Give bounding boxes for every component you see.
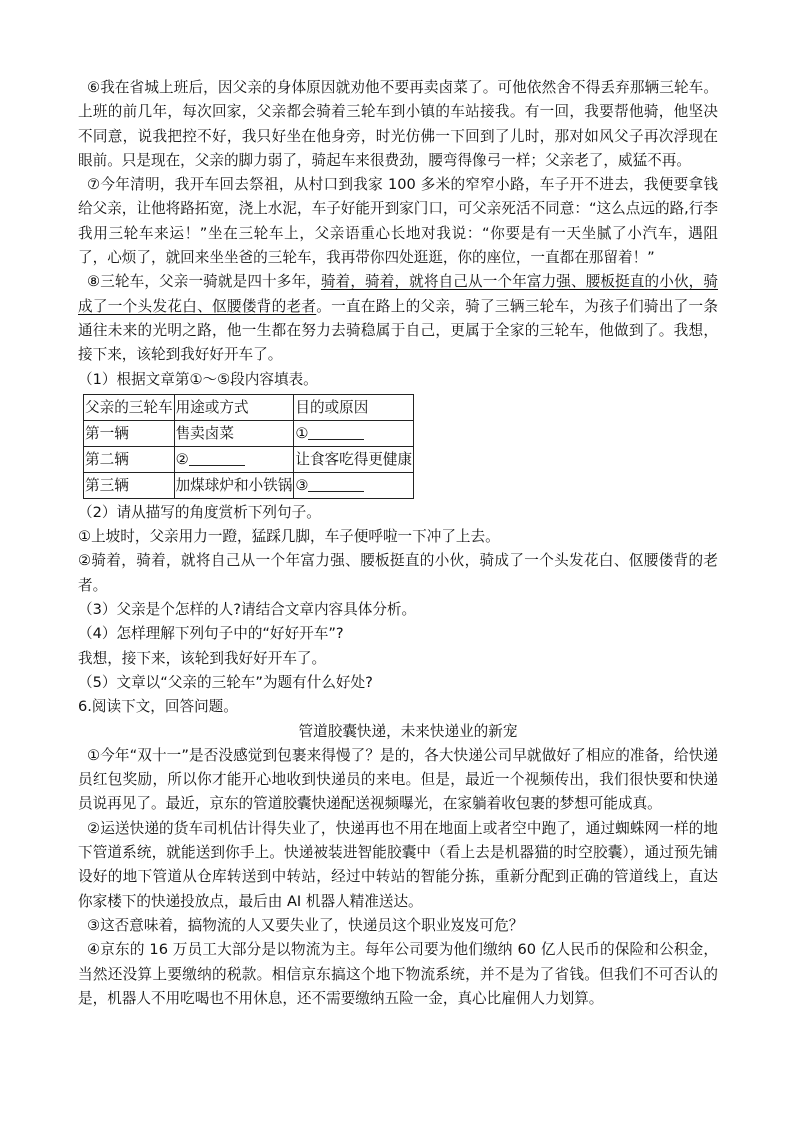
table-header-row — [84, 394, 414, 420]
paragraph-8-end: 。一直在路上的父亲，骑了三辆三轮车，为孩子们骑出了一条通往未来的光明之路，他一生都在努力去骑稳属于自己，更属于全家的三轮车，他做到了。我想，接下来，该轮到我好好开车了。 — [78, 297, 718, 364]
table-cell — [174, 446, 294, 472]
underlined-sentence: 骑着，骑着，就将自己从一个年富力强、腰板挺直的小伙，骑成了一个头发花白、伛腰偻背的老者 — [78, 273, 718, 315]
table-header: 父亲的三轮车 — [84, 394, 175, 420]
table-cell: 加煤球炉和小铁锅 — [174, 472, 294, 498]
question-5: （5）文章以“父亲的三轮车”为题有什么好处? — [78, 673, 373, 691]
question-3: （3）父亲是个怎样的人?请结合文章内容具体分析。 — [78, 601, 417, 619]
paragraph-8-start: ⑧三轮车，父亲一骑就是四十多年， — [87, 273, 321, 291]
question-2: （2）请从描写的角度赏析下列句子。 — [78, 503, 321, 521]
table-cell — [294, 472, 414, 498]
table-row — [84, 472, 414, 498]
question-2-sentence-1: ①上坡时，父亲用力一蹬，猛踩几脚，车子便呼啦一下冲了上去。 — [78, 528, 500, 546]
table-cell: 售卖卤菜 — [174, 420, 294, 446]
paragraph-7: ⑦今年清明，我开车回去祭祖，从村口到我家 100 多米的窄窄小路，车子开不进去，我便要拿钱给父亲，让他将路拓宽，浇上水泥，车子好能开到家门口，可父亲死活不同意：“这么点远的路,行李我用三轮车来运！”坐在三轮车上，父亲语重心长地对我说：“你要是有一天坐腻了小汽车，遇阻了，心烦了，就回来坐坐爸的三轮车，我再带你四处逛逛，你的座位，一直都在那留着！” — [78, 176, 718, 267]
answer-blank[interactable] — [308, 425, 364, 440]
answer-blank[interactable] — [308, 477, 364, 492]
question-4-sentence: 我想，接下来，该轮到我好好开车了。 — [78, 649, 327, 667]
table-row — [84, 420, 414, 446]
table-cell: 第三辆 — [84, 472, 175, 498]
table-cell: 第二辆 — [84, 446, 175, 472]
blank-label: ① — [295, 424, 309, 442]
article-paragraph-3: ③这否意味着，搞物流的人又要失业了，快递员这个职业岌岌可危？ — [87, 916, 524, 934]
blank-label: ③ — [295, 476, 309, 494]
answer-blank[interactable] — [189, 451, 245, 466]
question-4: （4）怎样理解下列句子中的“好好开车”? — [78, 625, 344, 643]
table-cell: 让食客吃得更健康 — [294, 446, 414, 472]
table-cell — [294, 420, 414, 446]
fill-in-table — [83, 394, 414, 499]
section-6-heading: 6.阅读下文，回答问题。 — [78, 698, 238, 716]
table-header: 用途或方式 — [174, 394, 294, 420]
question-1: （1）根据文章第①～⑤段内容填表。 — [78, 370, 318, 388]
question-2-sentence-2: ②骑着，骑着，就将自己从一个年富力强、腰板挺直的小伙，骑成了一个头发花白、伛腰偻背的老者。 — [78, 552, 718, 594]
article-paragraph-1: ①今年“双十一”是否没感觉到包裹来得慢了？是的，各大快递公司早就做好了相应的准备，给快递员红包奖励，所以你才能开心地收到快递员的来电。但是，最近一个视频传出，我们很快要和快递员说再见了。最近，京东的管道胶囊快递配送视频曝光，在家躺着收包裹的梦想可能成真。 — [78, 746, 718, 813]
table-cell: 第一辆 — [84, 420, 175, 446]
article-paragraph-4: ④京东的 16 万员工大部分是以物流为主。每年公司要为他们缴纳 60 亿人民币的保险和公积金，当然还没算上要缴纳的税款。相信京东搞这个地下物流系统，并不是为了省钱。但我们不可否认的是，机器人不用吃喝也不用休息，还不需要缴纳五险一金，真心比雇佣人力划算。 — [78, 941, 718, 1007]
article-paragraph-2: ②运送快递的货车司机估计得失业了，快递再也不用在地面上或者空中跑了，通过蜘蛛网一样的地下管道系统，就能送到你手上。快递被装进智能胶囊中（看上去是机器猫的时空胶囊），通过预先铺设好的地下管道从仓库转送到中转站，经过中转站的智能分拣，重新分配到正确的管道线上，直达你家楼下的快递投放点，最后由 AI 机器人精准送达。 — [78, 819, 718, 910]
table-header: 目的或原因 — [294, 394, 414, 420]
article-title: 管道胶囊快递，未来快递业的新宠 — [298, 722, 518, 740]
blank-label: ② — [175, 450, 189, 468]
paragraph-8 — [78, 270, 718, 367]
table-row — [84, 446, 414, 472]
paragraph-6: ⑥我在省城上班后，因父亲的身体原因就劝他不要再卖卤菜了。可他依然舍不得丢弃那辆三轮车。上班的前几年，每次回家，父亲都会骑着三轮车到小镇的车站接我。有一回，我要帮他骑，他坚决不同意，说我把控不好，我只好坐在他身旁，时光仿佛一下回到了儿时，那对如风父子再次浮现在眼前。只是现在，父亲的脚力弱了，骑起车来很费劲，腰弯得像弓一样；父亲老了，威猛不再。 — [78, 79, 718, 169]
document-page — [78, 76, 718, 1011]
